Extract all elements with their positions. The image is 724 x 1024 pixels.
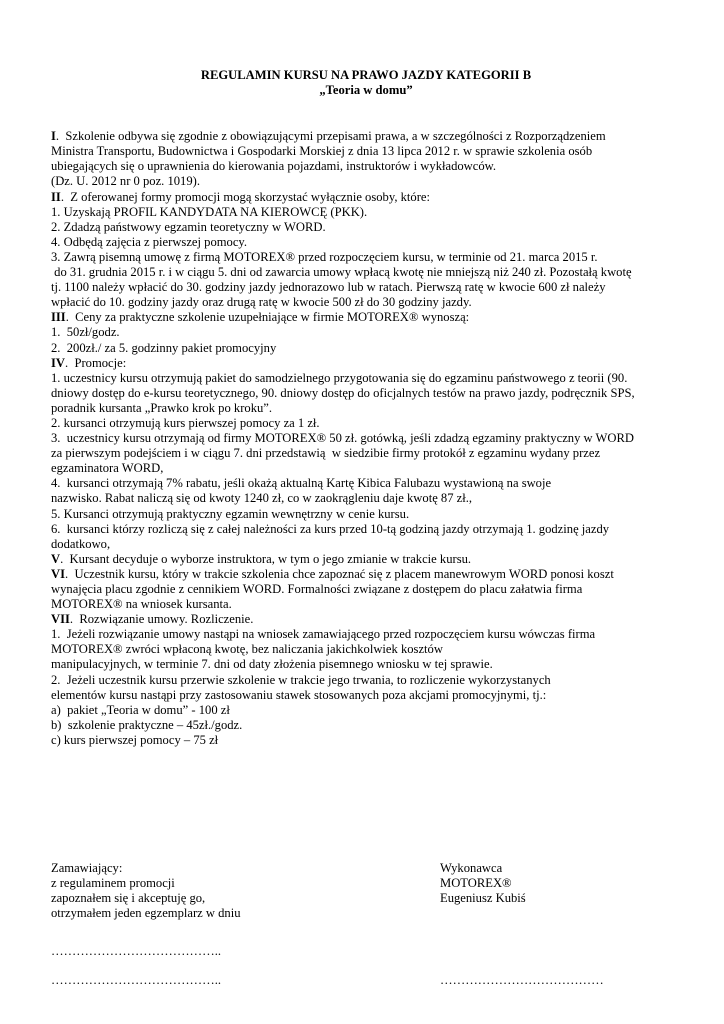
- text-line: [51, 627, 681, 642]
- signature-contractor: [440, 861, 526, 906]
- section-heading-line: [51, 190, 681, 205]
- client-line: z regulaminem promocji: [51, 876, 175, 891]
- line-text: za pierwszym podejściem i w ciągu 7. dni przedstawią w siedzibie firmy protokół z egzaminu wydany przez: [51, 446, 601, 461]
- line-text: poradnik kursanta „Prawko krok po kroku”.: [51, 400, 273, 415]
- regulations-body: [51, 129, 681, 748]
- text-line: [51, 174, 681, 189]
- section-number: II: [51, 189, 61, 204]
- section-heading-line: [51, 552, 681, 567]
- text-line: [51, 295, 681, 310]
- document-title: REGULAMIN KURSU NA PRAWO JAZDY KATEGORII B: [200, 68, 532, 82]
- text-line: [51, 537, 681, 552]
- date-line: …………………………………..: [51, 944, 222, 958]
- client-line: otrzymałem jeden egzemplarz w dniu: [51, 906, 241, 921]
- text-line: [51, 507, 681, 522]
- client-signature-line: …………………………………..: [51, 973, 222, 987]
- line-text: . Promocje:: [65, 355, 127, 370]
- signature-client: [51, 861, 241, 921]
- text-line: [51, 491, 681, 506]
- text-line: [51, 461, 681, 476]
- text-line: [51, 371, 681, 386]
- line-text: 2. Jeżeli uczestnik kursu przerwie szkolenie w trakcie jego trwania, to rozliczenie wykorzystanych: [51, 672, 551, 687]
- line-text: 6. kursanci którzy rozliczą się z całej należności za kurs przed 10-tą godziną jazdy otrzymają 1. godzinę jazdy: [51, 521, 610, 536]
- text-line: [51, 250, 681, 265]
- text-line: [51, 673, 681, 688]
- section-number: IV: [51, 355, 65, 370]
- line-text: 2. kursanci otrzymują kurs pierwszej pomocy za 1 zł.: [51, 415, 320, 430]
- line-text: wynajęcia placu zgodnie z cennikiem WORD. Formalności związane z dostępem do placu załatwia firma: [51, 582, 583, 596]
- line-text: . Ceny za praktyczne szkolenie uzupełniające w firmie MOTOREX® wynoszą:: [65, 310, 470, 325]
- line-text: do 31. grudnia 2015 r. i w ciągu 5. dni od zawarcia umowy wpłacą kwotę nie mniejszą niż 240 zł. Pozostałą kwotę: [51, 265, 632, 280]
- line-text: elementów kursu nastąpi przy zastosowaniu stawek stosowanych poza akcjami promocyjnymi, tj.:: [51, 687, 547, 702]
- contractor-label: Wykonawca: [440, 861, 503, 875]
- text-line: [51, 401, 681, 416]
- line-text: 4. kursanci otrzymają 7% rabatu, jeśli okażą aktualną Kartę Kibica Falubazu wystawioną na swoje: [51, 476, 552, 491]
- line-text: (Dz. U. 2012 nr 0 poz. 1019).: [51, 174, 200, 189]
- line-text: 5. Kursanci otrzymują praktyczny egzamin wewnętrzny w cenie kursu.: [51, 506, 410, 521]
- line-text: wpłacić do 10. godziny jazdy oraz drugą ratę w kwocie 500 zł do 30 godziny jazdy.: [51, 295, 472, 310]
- text-line: [51, 280, 681, 295]
- line-text: a) pakiet „Teoria w domu” - 100 zł: [51, 702, 230, 717]
- line-text: Ministra Transportu, Budownictwa i Gospodarki Morskiej z dnia 13 lipca 2012 r. w sprawie szkolenia osób: [51, 144, 593, 159]
- text-line: [51, 341, 681, 356]
- client-line: zapoznałem się i akceptuję go,: [51, 891, 206, 906]
- section-heading-line: [51, 356, 681, 371]
- text-line: [51, 582, 681, 597]
- document-page: [51, 68, 681, 987]
- text-line: [51, 159, 681, 174]
- text-line: [51, 718, 681, 733]
- line-text: 4. Odbędą zajęcia z pierwszej pomocy.: [51, 234, 248, 249]
- section-number: VII: [51, 612, 70, 627]
- text-line: [51, 657, 681, 672]
- line-text: 2. Zdadzą państwowy egzamin teoretyczny w WORD.: [51, 219, 326, 234]
- text-line: [51, 386, 681, 401]
- text-line: [51, 642, 681, 657]
- line-text: 3. Zawrą pisemną umowę z firmą MOTOREX® przed rozpoczęciem kursu, w terminie od 21. marca 2015 r.: [51, 249, 598, 264]
- text-line: [51, 597, 681, 612]
- line-text: nazwisko. Rabat naliczą się od kwoty 1240 zł, co w zaokrągleniu daje kwotę 87 zł.,: [51, 491, 473, 506]
- document-subtitle: „Teoria w domu”: [319, 83, 413, 98]
- text-line: [51, 220, 681, 235]
- line-text: b) szkolenie praktyczne – 45zł./godz.: [51, 717, 243, 732]
- text-line: [51, 446, 681, 461]
- section-heading-line: [51, 310, 681, 325]
- client-label: Zamawiający:: [51, 861, 123, 875]
- line-text: c) kurs pierwszej pomocy – 75 zł: [51, 732, 219, 747]
- contractor-name: Eugeniusz Kubiś: [440, 891, 526, 906]
- line-text: dniowy dostęp do e-kursu teoretycznego, 90. dniowy dostęp do oficjalnych testów na prawo jazdy, podręcznik SPS,: [51, 385, 635, 400]
- line-text: dodatkowo,: [51, 536, 111, 551]
- text-line: [51, 733, 681, 748]
- section-number: I: [51, 129, 56, 144]
- text-line: [51, 265, 681, 280]
- line-text: 1. uczestnicy kursu otrzymują pakiet do samodzielnego przygotowania się do egzaminu państwowego z teorii (90.: [51, 370, 628, 385]
- line-text: tj. 1100 należy wpłacić do 30. godziny jazdy jednorazowo lub w ratach. Pierwszą ratę w kwocie 600 zł należy: [51, 280, 606, 295]
- line-text: MOTOREX® na wniosek kursanta.: [51, 597, 232, 612]
- line-text: ubiegających się o uprawnienia do kierowania pojazdami, instruktorów i wykładowców.: [51, 159, 497, 174]
- line-text: . Szkolenie odbywa się zgodnie z obowiązującymi przepisami prawa, a w szczególności z Rozporządzeniem: [55, 129, 606, 144]
- line-text: . Kursant decyduje o wyborze instruktora, w tym o jego zmianie w trakcie kursu.: [60, 551, 472, 566]
- line-text: egzaminatora WORD,: [51, 461, 164, 476]
- contractor-signature-line: …………………………………: [440, 973, 604, 987]
- line-text: 1. Jeżeli rozwiązanie umowy nastąpi na wniosek zamawiającego przed rozpoczęciem kursu wówczas firma: [51, 627, 596, 642]
- line-text: . Uczestnik kursu, który w trakcie szkolenia chce zapoznać się z placem manewrowym WORD ponosi koszt: [65, 566, 614, 581]
- section-number: VI: [51, 566, 65, 581]
- section-number: III: [51, 310, 66, 325]
- line-text: . Z oferowanej formy promocji mogą skorzystać wyłącznie osoby, które:: [60, 189, 430, 204]
- text-line: [51, 522, 681, 537]
- text-line: [51, 325, 681, 340]
- line-text: 1. Uzyskają PROFIL KANDYDATA NA KIEROWCĘ (PKK).: [51, 204, 368, 219]
- text-line: [51, 703, 681, 718]
- line-text: manipulacyjnych, w terminie 7. dni od daty złożenia pisemnego wniosku w tej sprawie.: [51, 657, 493, 672]
- text-line: [51, 205, 681, 220]
- section-heading-line: [51, 567, 681, 582]
- text-line: [51, 431, 681, 446]
- text-line: [51, 688, 681, 703]
- line-text: 1. 50zł/godz.: [51, 325, 120, 340]
- text-line: [51, 144, 681, 159]
- line-text: 3. uczestnicy kursu otrzymają od firmy MOTOREX® 50 zł. gotówką, jeśli zdadzą egzaminy praktyczny w WORD: [51, 431, 635, 446]
- section-number: V: [51, 551, 61, 566]
- line-text: . Rozwiązanie umowy. Rozliczenie.: [69, 612, 254, 627]
- line-text: 2. 200zł./ za 5. godzinny pakiet promocyjny: [51, 340, 277, 355]
- text-line: [51, 416, 681, 431]
- text-line: [51, 235, 681, 250]
- line-text: MOTOREX® zwróci wpłaconą kwotę, bez naliczania jakichkolwiek kosztów: [51, 642, 443, 657]
- section-heading-line: [51, 129, 681, 144]
- text-line: [51, 476, 681, 491]
- section-heading-line: [51, 612, 681, 627]
- contractor-company: MOTOREX®: [440, 876, 512, 891]
